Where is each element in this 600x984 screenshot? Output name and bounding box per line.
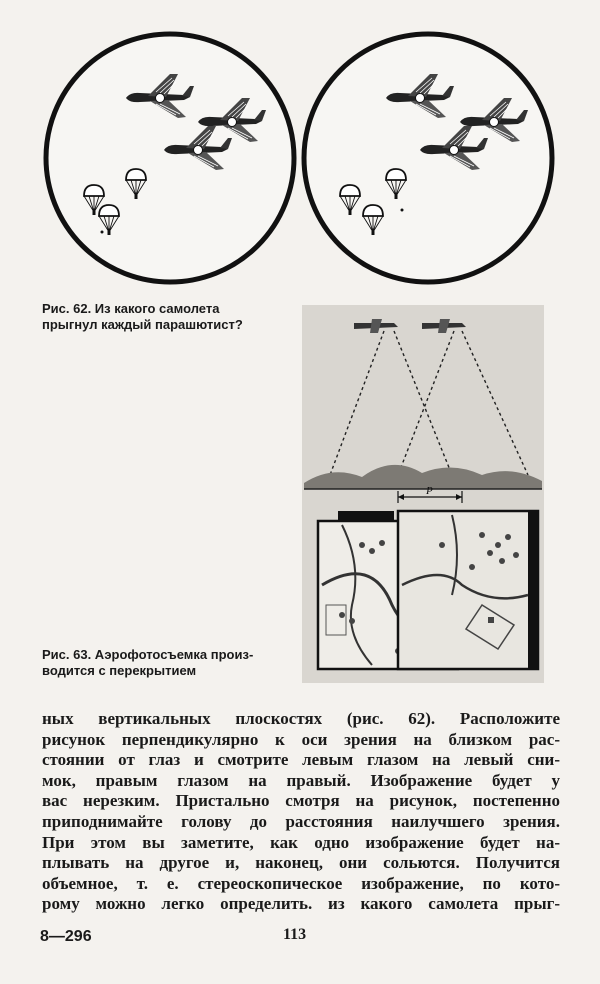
left-stereo-image: [46, 34, 294, 282]
text-line: стоянии от глаз и смотрите левым глазом на левый сни-: [42, 750, 560, 770]
text-line: вас нерезким. Пристально смотря на рисунок, постепенно: [42, 791, 560, 811]
overlap-label: P: [426, 485, 433, 497]
caption-line: Рис. 62. Из какого самолета: [42, 301, 220, 316]
printer-signature: 8—296: [40, 928, 92, 945]
text-line: объемное, т. е. стереоскопическое изображение, по кото-: [42, 873, 560, 893]
caption-line: водится с перекрытием: [42, 663, 197, 678]
caption-line: прыгнул каждый парашютист?: [42, 317, 243, 332]
body-paragraph: [42, 709, 560, 915]
aerial-photo-right: [398, 511, 538, 669]
text-line: рому можно легко определить. из какого самолета прыг-: [42, 894, 560, 914]
text-line: ных вертикальных плоскостях (рис. 62). Расположите: [42, 709, 560, 728]
caption-line: Рис. 63. Аэрофотосъемка произ-: [42, 647, 254, 662]
text-line: При этом вы заметите, как одно изображение будет на-: [42, 832, 560, 852]
text-line: плывать на другое и, наконец, они сольются. Получится: [42, 853, 560, 873]
text-line: приподнимайте голову до расстояния наилучшего зрения.: [42, 811, 560, 831]
figure-63-aerial-survey: [302, 305, 544, 683]
figure-62-caption: [42, 301, 302, 333]
figure-62-stereo-pair: [40, 28, 560, 290]
right-stereo-image: [304, 34, 552, 282]
text-line: мок, правым глазом на правый. Изображение будет у: [42, 770, 560, 790]
figure-63-caption: [42, 647, 292, 679]
page-number: 113: [283, 926, 307, 943]
text-line: рисунок перпендикулярно к оси зрения на близком рас-: [42, 729, 560, 749]
